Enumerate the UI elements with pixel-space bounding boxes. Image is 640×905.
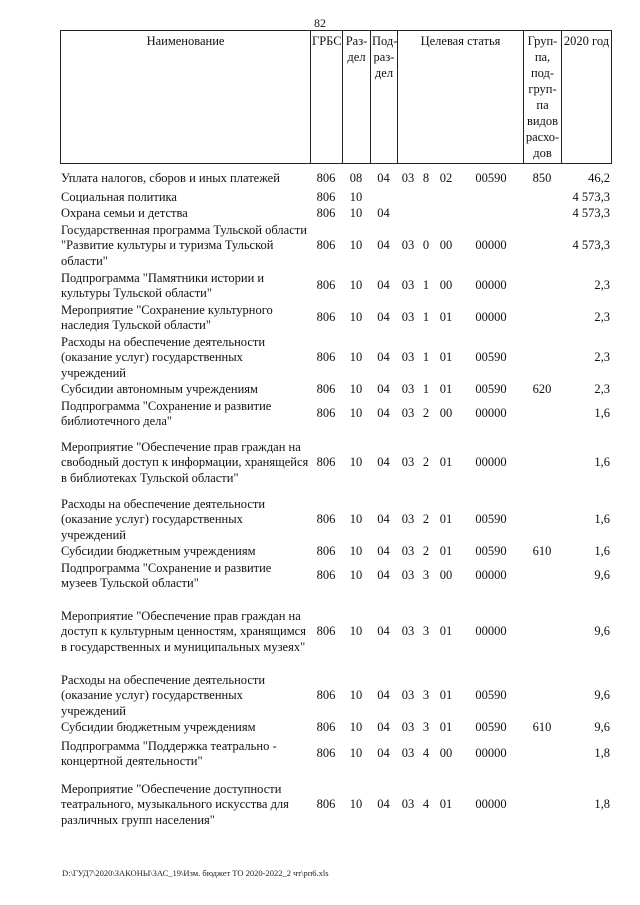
row-expense-type: 620	[532, 382, 552, 397]
row-target-direction: 00000	[475, 406, 507, 421]
row-podrazdel: 04	[377, 350, 390, 365]
row-razdel: 10	[349, 238, 363, 253]
row-target-event: 01	[439, 350, 453, 365]
row-amount: 9,6	[594, 624, 610, 639]
row-razdel: 10	[349, 797, 363, 812]
row-target-program: 03	[401, 382, 415, 397]
row-podrazdel: 04	[377, 624, 390, 639]
row-target-subprogram: 3	[422, 688, 430, 703]
budget-table	[60, 168, 611, 838]
row-expense-type	[523, 222, 561, 270]
row-name: Уплата налогов, сборов и иных платежей	[61, 171, 280, 186]
row-podrazdel: 04	[377, 206, 390, 221]
table-row	[60, 560, 611, 592]
header-grbs: ГРБС	[311, 31, 343, 164]
header-target-article: Целевая статья	[398, 31, 524, 164]
row-target-subprogram: 1	[422, 278, 430, 293]
row-podrazdel: 04	[377, 310, 390, 325]
row-target-program: 03	[401, 624, 415, 639]
row-razdel: 10	[349, 746, 363, 761]
row-expense-type	[523, 270, 561, 302]
row-target-direction: 00590	[475, 688, 507, 703]
row-amount: 1,6	[594, 544, 610, 559]
row-expense-type	[523, 736, 561, 772]
row-amount: 9,6	[594, 720, 610, 735]
row-podrazdel	[370, 190, 397, 206]
row-name: Расходы на обеспечение деятельности (оказание услуг) государственных учреждений	[61, 672, 266, 718]
row-expense-type	[523, 772, 561, 838]
row-target-direction: 00590	[475, 350, 507, 365]
row-razdel: 10	[349, 720, 363, 735]
row-razdel: 10	[349, 310, 363, 325]
row-target-direction: 00000	[475, 455, 507, 470]
row-target-direction	[459, 206, 523, 222]
table-header	[60, 30, 612, 164]
row-amount: 9,6	[594, 568, 610, 583]
row-grbs: 806	[316, 455, 336, 470]
row-expense-type: 610	[532, 544, 552, 559]
row-grbs: 806	[316, 382, 336, 397]
row-podrazdel: 04	[377, 382, 390, 397]
row-podrazdel: 04	[377, 455, 390, 470]
table-row	[60, 270, 611, 302]
row-podrazdel: 04	[377, 797, 390, 812]
row-target-event: 01	[439, 455, 453, 470]
row-expense-type: 610	[532, 720, 552, 735]
row-grbs: 806	[316, 797, 336, 812]
row-name: Субсидии автономным учреждениям	[61, 382, 258, 397]
row-razdel: 10	[349, 512, 363, 527]
row-grbs: 806	[316, 406, 336, 421]
row-target-program: 03	[401, 512, 415, 527]
row-grbs: 806	[316, 171, 336, 186]
row-amount: 2,3	[594, 382, 610, 397]
row-target-subprogram: 0	[422, 238, 430, 253]
page-number: 82	[314, 16, 326, 30]
row-target-subprogram: 3	[422, 568, 430, 583]
row-podrazdel: 04	[377, 406, 390, 421]
row-target-subprogram	[419, 190, 433, 206]
row-expense-type	[523, 190, 561, 206]
row-target-program: 03	[401, 797, 415, 812]
table-row	[60, 544, 611, 560]
row-target-program: 03	[401, 720, 415, 735]
row-target-program: 03	[401, 310, 415, 325]
row-target-direction: 00590	[475, 544, 507, 559]
row-target-program: 03	[401, 544, 415, 559]
row-podrazdel: 04	[377, 720, 390, 735]
row-grbs: 806	[316, 310, 336, 325]
row-grbs: 806	[316, 624, 336, 639]
row-name: Мероприятие "Обеспечение прав граждан на доступ к культурным ценностям, хранящимся в государственных и муниципальных музеях"	[61, 608, 306, 654]
row-target-direction	[459, 190, 523, 206]
row-expense-type	[523, 560, 561, 592]
row-expense-type	[523, 398, 561, 430]
row-target-subprogram: 2	[422, 544, 430, 559]
row-target-event: 00	[439, 238, 453, 253]
row-grbs: 806	[316, 568, 336, 583]
row-target-event: 00	[439, 568, 453, 583]
row-target-program: 03	[401, 746, 415, 761]
file-path-footer: D:\ГУД7\2020\ЗАКОНЫ\ЗАС_19\Изм. бюджет ТО 2020-2022_2 чт\рп6.xls	[62, 868, 329, 878]
row-razdel: 10	[349, 624, 363, 639]
row-podrazdel: 04	[377, 544, 390, 559]
row-target-subprogram: 4	[422, 797, 430, 812]
table-row	[60, 302, 611, 334]
row-amount: 4 573,3	[572, 238, 610, 253]
row-name: Социальная политика	[61, 190, 177, 205]
row-amount: 4 573,3	[572, 206, 610, 221]
row-target-direction: 00590	[475, 512, 507, 527]
row-name: Мероприятие "Обеспечение доступности театрального, музыкального искусства для различных групп населения"	[61, 781, 289, 827]
row-target-program: 03	[401, 171, 415, 186]
row-target-subprogram: 3	[422, 624, 430, 639]
row-name: Государственная программа Тульской области "Развитие культуры и туризма Тульской области"	[61, 222, 307, 268]
row-razdel: 10	[349, 190, 363, 205]
row-target-direction: 00000	[475, 746, 507, 761]
row-target-direction: 00000	[475, 310, 507, 325]
row-target-direction: 00590	[475, 171, 507, 186]
row-target-subprogram: 3	[422, 720, 430, 735]
row-target-program: 03	[401, 688, 415, 703]
row-amount: 1,6	[594, 406, 610, 421]
row-target-direction: 00000	[475, 238, 507, 253]
row-grbs: 806	[316, 190, 336, 205]
table-row	[60, 772, 611, 838]
row-grbs: 806	[316, 206, 336, 221]
row-razdel: 08	[349, 171, 363, 186]
table-row	[60, 168, 611, 190]
row-target-event: 01	[439, 310, 453, 325]
row-target-subprogram: 1	[422, 350, 430, 365]
row-name: Субсидии бюджетным учреждениям	[61, 720, 256, 735]
table-row	[60, 222, 611, 270]
row-podrazdel: 04	[377, 688, 390, 703]
row-target-event: 00	[439, 278, 453, 293]
row-target-subprogram: 1	[422, 382, 430, 397]
row-expense-type	[523, 496, 561, 544]
row-grbs: 806	[316, 544, 336, 559]
row-amount: 46,2	[588, 171, 610, 186]
row-target-program: 03	[401, 568, 415, 583]
row-podrazdel: 04	[377, 278, 390, 293]
header-year: 2020 год	[562, 31, 612, 164]
header-podrazdel: Под-раз-дел	[371, 31, 398, 164]
row-target-direction: 00000	[475, 624, 507, 639]
row-expense-type	[523, 592, 561, 672]
row-grbs: 806	[316, 720, 336, 735]
row-amount: 1,8	[594, 797, 610, 812]
row-target-program: 03	[401, 238, 415, 253]
table-row	[60, 206, 611, 222]
row-target-event: 01	[439, 624, 453, 639]
row-amount: 1,6	[594, 512, 610, 527]
row-target-program	[397, 206, 419, 222]
table-row	[60, 592, 611, 672]
row-razdel: 10	[349, 382, 363, 397]
row-podrazdel: 04	[377, 171, 390, 186]
row-expense-type	[523, 334, 561, 382]
row-target-subprogram: 2	[422, 512, 430, 527]
row-target-event: 01	[439, 382, 453, 397]
row-name: Подпрограмма "Памятники истории и культуры Тульской области"	[61, 270, 265, 300]
row-target-event: 01	[439, 512, 453, 527]
row-name: Подпрограмма "Сохранение и развитие музеев Тульской области"	[61, 560, 272, 590]
row-name: Подпрограмма "Сохранение и развитие библиотечного дела"	[61, 398, 272, 428]
table-row	[60, 430, 611, 496]
row-target-program: 03	[401, 455, 415, 470]
row-name: Расходы на обеспечение деятельности (оказание услуг) государственных учреждений	[61, 334, 266, 380]
row-target-subprogram: 2	[422, 455, 430, 470]
row-name: Мероприятие "Сохранение культурного наследия Тульской области"	[61, 302, 273, 332]
table-row	[60, 720, 611, 736]
row-target-direction: 00000	[475, 568, 507, 583]
row-expense-type	[523, 302, 561, 334]
row-target-direction: 00000	[475, 278, 507, 293]
row-target-program: 03	[401, 350, 415, 365]
row-target-direction: 00000	[475, 797, 507, 812]
table-row	[60, 334, 611, 382]
row-name: Охрана семьи и детства	[61, 206, 188, 221]
row-target-event	[433, 190, 459, 206]
row-target-subprogram: 8	[422, 171, 430, 186]
table-row	[60, 496, 611, 544]
row-target-event	[433, 206, 459, 222]
row-razdel: 10	[349, 688, 363, 703]
header-razdel: Раз-дел	[343, 31, 371, 164]
row-target-event: 01	[439, 720, 453, 735]
row-grbs: 806	[316, 512, 336, 527]
row-target-event: 01	[439, 544, 453, 559]
row-podrazdel: 04	[377, 568, 390, 583]
row-name: Мероприятие "Обеспечение прав граждан на свободный доступ к информации, хранящейся в библиотеках Тульской области"	[61, 439, 309, 485]
row-expense-type: 850	[532, 171, 552, 186]
row-amount: 1,6	[594, 455, 610, 470]
row-target-program	[397, 190, 419, 206]
row-target-event: 01	[439, 688, 453, 703]
row-target-event: 01	[439, 797, 453, 812]
row-target-event: 00	[439, 406, 453, 421]
row-target-direction: 00590	[475, 382, 507, 397]
row-amount: 9,6	[594, 688, 610, 703]
row-target-event: 02	[439, 171, 453, 186]
table-row	[60, 382, 611, 398]
row-razdel: 10	[349, 544, 363, 559]
row-grbs: 806	[316, 278, 336, 293]
row-razdel: 10	[349, 206, 363, 221]
row-target-subprogram: 1	[422, 310, 430, 325]
row-target-subprogram	[419, 206, 433, 222]
row-target-subprogram: 4	[422, 746, 430, 761]
row-grbs: 806	[316, 238, 336, 253]
row-target-program: 03	[401, 406, 415, 421]
row-razdel: 10	[349, 568, 363, 583]
row-name: Субсидии бюджетным учреждениям	[61, 544, 256, 559]
row-razdel: 10	[349, 455, 363, 470]
row-expense-type	[523, 206, 561, 222]
row-razdel: 10	[349, 350, 363, 365]
row-podrazdel: 04	[377, 512, 390, 527]
row-name: Расходы на обеспечение деятельности (оказание услуг) государственных учреждений	[61, 496, 266, 542]
row-target-event: 00	[439, 746, 453, 761]
row-expense-type	[523, 672, 561, 720]
header-expense-group: Груп-па, под-груп-па видов расхо-дов	[524, 31, 562, 164]
row-razdel: 10	[349, 278, 363, 293]
row-target-subprogram: 2	[422, 406, 430, 421]
row-razdel: 10	[349, 406, 363, 421]
row-name: Подпрограмма "Поддержка театрально - концертной деятельности"	[61, 738, 277, 768]
row-amount: 2,3	[594, 310, 610, 325]
row-target-direction: 00590	[475, 720, 507, 735]
row-grbs: 806	[316, 350, 336, 365]
table-row	[60, 672, 611, 720]
row-amount: 4 573,3	[572, 190, 610, 205]
header-name: Наименование	[61, 31, 311, 164]
table-row	[60, 398, 611, 430]
row-amount: 2,3	[594, 350, 610, 365]
row-podrazdel: 04	[377, 746, 390, 761]
row-target-program: 03	[401, 278, 415, 293]
row-amount: 1,8	[594, 746, 610, 761]
row-podrazdel: 04	[377, 238, 390, 253]
row-grbs: 806	[316, 746, 336, 761]
row-amount: 2,3	[594, 278, 610, 293]
row-expense-type	[523, 430, 561, 496]
table-row	[60, 736, 611, 772]
row-grbs: 806	[316, 688, 336, 703]
table-row	[60, 190, 611, 206]
